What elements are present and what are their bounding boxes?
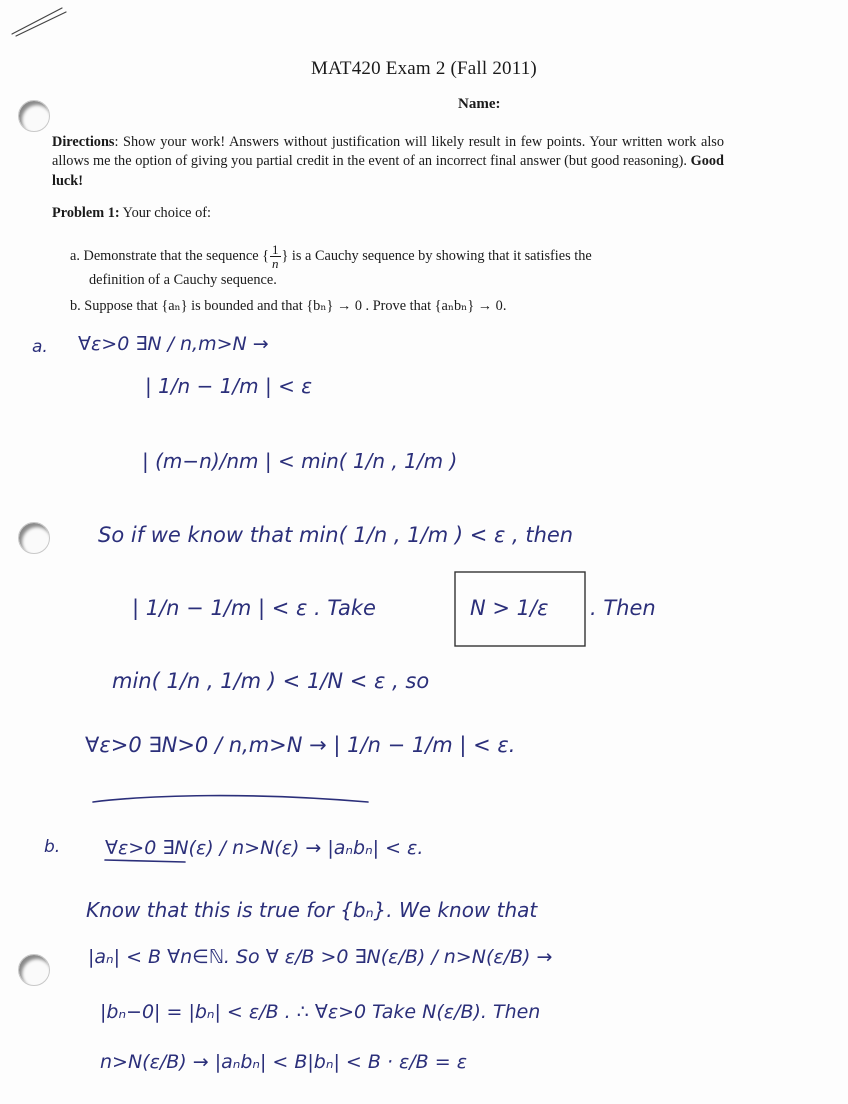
directions-closing: Good luck! [52, 153, 724, 189]
hw-b-line2: Know that this is true for {bₙ}. We know that [86, 898, 538, 922]
problem-prompt: Your choice of: [119, 205, 211, 221]
fraction-denominator: n [272, 256, 279, 271]
hw-a-line4: So if we know that min( 1/n , 1/m ) < ε , then [98, 523, 574, 547]
hw-a-line3: | (m−n)/nm | < min( 1/n , 1/m ) [142, 449, 458, 473]
part-a-suffix: } is a Cauchy sequence by showing that it satisfies the [281, 247, 592, 264]
part-a-prefix: a. Demonstrate that the sequence { [70, 247, 269, 264]
hw-a-line7: ∀ε>0 ∃N>0 / n,m>N → | 1/n − 1/m | < ε. [85, 733, 516, 757]
hw-b-label: b. [44, 837, 61, 857]
hw-a-line1: ∀ε>0 ∃N / n,m>N → [78, 333, 269, 355]
hw-a-line5: | 1/n − 1/m | < ε . Take [132, 596, 376, 620]
fraction-numerator: 1 [272, 242, 279, 257]
hw-a-line2: | 1/n − 1/m | < ε [145, 374, 313, 398]
name-label: Name: [458, 96, 501, 112]
problem-label: Problem 1: [52, 205, 120, 221]
exam-title: MAT420 Exam 2 (Fall 2011) [311, 58, 537, 79]
hw-b-line3: |aₙ| < B ∀n∈ℕ. So ∀ ε/B >0 ∃N(ε/B) / n>N(ε/B) → [88, 946, 553, 968]
hw-b-line5: n>N(ε/B) → |aₙbₙ| < B|bₙ| < B · ε/B = ε [100, 1051, 467, 1073]
directions-lead: Directions [52, 134, 115, 150]
hw-a-label: a. [32, 337, 48, 357]
hw-b-line4: |bₙ−0| = |bₙ| < ε/B . ∴ ∀ε>0 Take N(ε/B). Then [100, 1001, 541, 1023]
hw-b-line1: ∀ε>0 ∃N(ε) / n>N(ε) → |aₙbₙ| < ε. [105, 837, 424, 859]
hw-a-boxed-answer: N > 1/ε [470, 596, 549, 620]
part-a-line2: definition of a Cauchy sequence. [89, 272, 277, 288]
hw-a-line5-end: . Then [590, 596, 656, 620]
directions-body: : Show your work! Answers without justification will likely result in few points. Your written work also allows me the option of giving you partial credit in the event of an incorrect final answer (but good reasoning). [52, 134, 724, 170]
hw-a-line6: min( 1/n , 1/m ) < 1/N < ε , so [112, 669, 430, 693]
problem-part-b: b. Suppose that {aₙ} is bounded and that {bₙ} → 0 . Prove that {aₙbₙ} → 0. [70, 298, 507, 314]
